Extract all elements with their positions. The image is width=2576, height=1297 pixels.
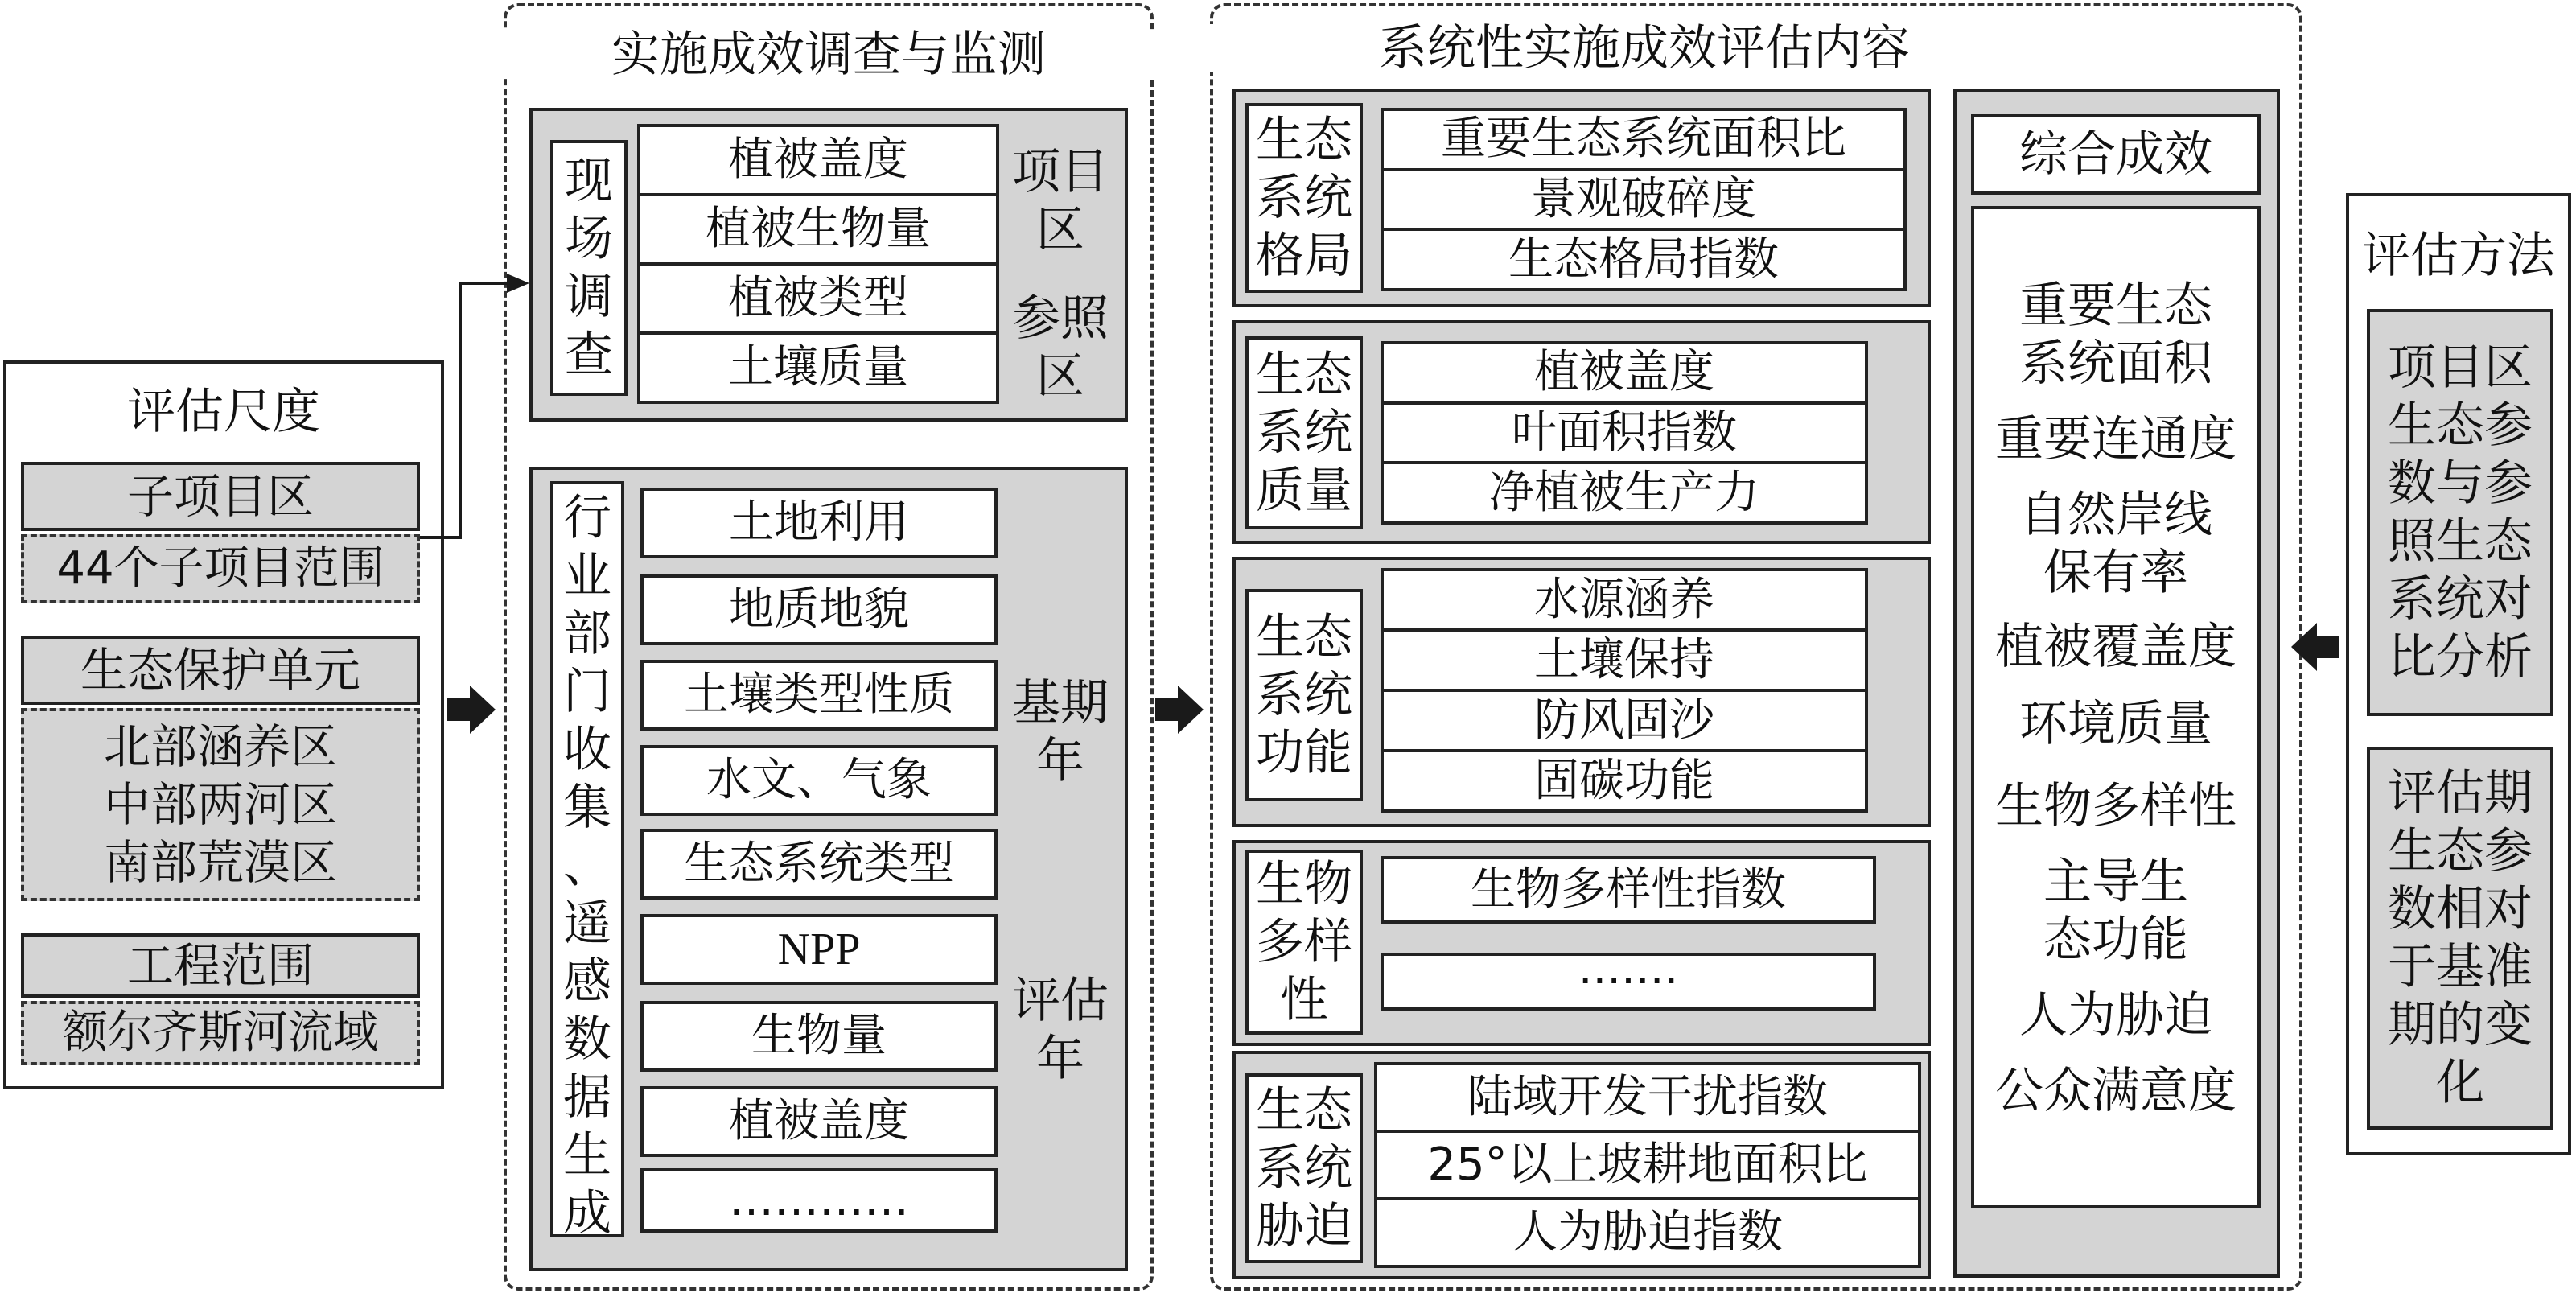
dept-item: NPP: [640, 914, 998, 985]
method-item-comparison: 项目区 生态参 数与参 照生态 系统对 比分析: [2367, 309, 2553, 716]
dept-item: 生态系统类型: [640, 829, 998, 900]
evaluation-title: 系统性实施成效评估内容: [1210, 24, 2079, 72]
unit-body: [21, 708, 420, 901]
survey-title: 实施成效调查与监测: [504, 31, 1154, 79]
field-items-stack: [637, 124, 999, 404]
subproject-body: 44个子项目范围: [21, 534, 420, 603]
eval-item: 25°以上坡耕地面积比: [1377, 1133, 1918, 1200]
eval-group-items: [1381, 568, 1868, 813]
dept-item: 生物量: [640, 1001, 998, 1072]
engineering-body: 额尔齐斯河流域: [21, 1001, 420, 1065]
eval-item: 重要生态系统面积比: [1384, 111, 1903, 171]
method-title: 评估方法: [2362, 228, 2555, 284]
dept-item: 土地利用: [640, 488, 998, 558]
dept-label: 行 业 部 门 收 集 、 遥 感 数 据 生 成: [550, 481, 624, 1237]
field-side-reference: 参照 区: [1012, 290, 1109, 405]
eval-item: 人为胁迫指数: [1512, 1206, 1783, 1258]
dept-item: …………: [640, 1168, 998, 1233]
method-item-change: 评估期 生态参 数相对 于基准 期的变 化: [2367, 747, 2553, 1130]
overall-title: 综合成效: [1971, 114, 2261, 195]
overall-item: 植被覆盖度: [1995, 619, 2237, 675]
eval-group-label: 生态 系统 胁迫: [1245, 1073, 1363, 1263]
engineering-header: 工程范围: [21, 933, 420, 998]
thick-arrow-right: [447, 686, 496, 734]
eval-item: 植被盖度: [1384, 344, 1865, 405]
eval-item: 生态格局指数: [1508, 233, 1779, 286]
field-survey-label: 现 场 调 查: [550, 140, 628, 396]
eval-group-items: [1381, 341, 1868, 525]
overall-item: 公众满意度: [1995, 1063, 2237, 1119]
scale-title: 评估尺度: [127, 384, 320, 440]
field-item: 土壤质量: [728, 341, 908, 393]
overall-item: 主导生 态功能: [2043, 854, 2188, 968]
eval-item: ·······: [1381, 953, 1876, 1011]
dept-side-eval: 评估 年: [1012, 973, 1109, 1087]
overall-item: 生物多样性: [1995, 778, 2237, 834]
eval-group-items: [1374, 1062, 1921, 1268]
eval-item: 叶面积指数: [1384, 405, 1865, 465]
field-item: 植被盖度: [640, 127, 996, 196]
eval-item: 固碳功能: [1534, 754, 1714, 807]
unit-item: 北部涵养区: [103, 719, 337, 774]
overall-item: 环境质量: [2019, 696, 2212, 752]
eval-group-label: 生态 系统 功能: [1245, 589, 1363, 801]
dept-item: 植被盖度: [640, 1086, 998, 1157]
eval-group-items: [1381, 108, 1907, 291]
subproject-header: 子项目区: [21, 462, 420, 531]
eval-item: 生物多样性指数: [1381, 856, 1876, 924]
eval-item: 陆域开发干扰指数: [1377, 1065, 1918, 1133]
field-side-project: 项目 区: [1012, 144, 1109, 258]
unit-header: 生态保护单元: [21, 636, 420, 705]
eval-item: 土壤保持: [1384, 632, 1865, 692]
eval-item: 水源涵养: [1384, 571, 1865, 632]
overall-item: 自然岸线 保有率: [2019, 487, 2212, 601]
dept-side-base: 基期 年: [1012, 675, 1109, 789]
unit-item: 中部两河区: [103, 777, 337, 832]
unit-item: 南部荒漠区: [103, 835, 337, 890]
eval-group-label: 生态 系统 格局: [1245, 103, 1363, 293]
eval-item: 景观破碎度: [1384, 171, 1903, 232]
dept-item: 水文、气象: [640, 745, 998, 816]
thick-arrow-right: [1155, 686, 1204, 734]
overall-item: 人为胁迫: [2019, 987, 2212, 1044]
eval-item: 净植被生产力: [1489, 466, 1759, 519]
overall-list: [1971, 206, 2261, 1208]
eval-item: 防风固沙: [1384, 692, 1865, 752]
overall-item: 重要生态 系统面积: [2019, 278, 2212, 392]
overall-item: 重要连通度: [1995, 411, 2237, 467]
dept-item: 地质地貌: [640, 574, 998, 645]
dept-item: 土壤类型性质: [640, 660, 998, 731]
field-item: 植被类型: [640, 266, 996, 335]
eval-group-label: 生态 系统 质量: [1245, 336, 1363, 529]
eval-group-label: 生物 多样 性: [1245, 850, 1363, 1035]
field-item: 植被生物量: [640, 196, 996, 266]
